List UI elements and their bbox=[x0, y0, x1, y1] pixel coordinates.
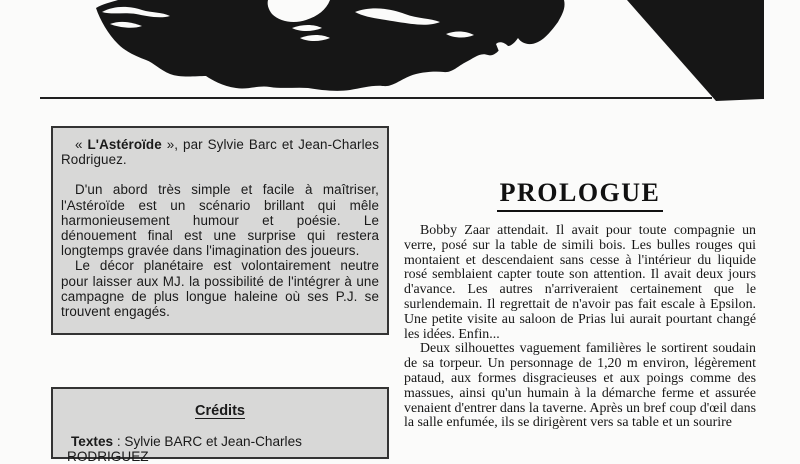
prologue-heading: PROLOGUE bbox=[497, 178, 664, 212]
corner-wedge-illustration bbox=[627, 0, 764, 101]
credits-title: Crédits bbox=[195, 403, 245, 419]
credits-textes-line bbox=[67, 434, 373, 464]
prologue-paragraph-1: Bobby Zaar attendait. Il avait pour toute compagnie un verre, posé sur la table de simili bois. Les bulles rouges qui montaient et descendaient sans cesse à l'intérieur du liquide rosé semblaient capter toute son attention. Il avait deux jours d'avance. Les autres n'arriveraient certainement que le surlendemain. Il regrettait de n'avoir pas fait escale à Epsilon. Une petite visite au saloon de Prias lui aurait pourtant changé les idées. Enfin... bbox=[404, 223, 756, 342]
asteroid-illustration bbox=[96, 0, 565, 91]
prologue-body bbox=[404, 224, 756, 431]
credits-box bbox=[51, 387, 389, 464]
textes-value: : Sylvie BARC et Jean-Charles RODRIGUEZ bbox=[67, 434, 302, 464]
intro-paragraph-2: Le décor planétaire est volontairement neutre pour laisser aux MJ. la possibilité de l'intégrer à une campagne de plus longue haleine où ses P.J. se trouvent engagés. bbox=[61, 258, 379, 320]
scenario-byline bbox=[61, 137, 379, 167]
prologue-heading-wrap bbox=[404, 178, 756, 212]
scenario-title: L'Astéroïde bbox=[87, 137, 162, 152]
textes-label: Textes bbox=[71, 434, 114, 449]
prologue-paragraph-2: Deux silhouettes vaguement familières le sortirent soudain de sa torpeur. Un personnage de 1,20 m environ, légèrement pataud, aux formes disgracieuses et aux poings comme des massues, ainsi qu'un humain à la démarche ferme et assurée venaient d'entrer dans la taverne. Après un bref coup d'œil dans la salle enfumée, ils se dirigèrent vers sa table et un sourire bbox=[404, 341, 756, 431]
intro-paragraph-1: D'un abord très simple et facile à maîtriser, l'Astéroïde est un scénario brillant qui mêle harmonieusement humour et poésie. Le dénouement final est une surprise qui restera longtemps gravée dans l'imagination des joueurs. bbox=[61, 182, 379, 259]
byline-prefix: « bbox=[75, 137, 88, 152]
byline-suffix: », par Sylvie Barc et Jean-Charles Rodriguez. bbox=[61, 137, 379, 168]
intro-box bbox=[51, 126, 389, 335]
header-divider bbox=[40, 97, 712, 99]
page-header-artwork bbox=[0, 0, 800, 110]
